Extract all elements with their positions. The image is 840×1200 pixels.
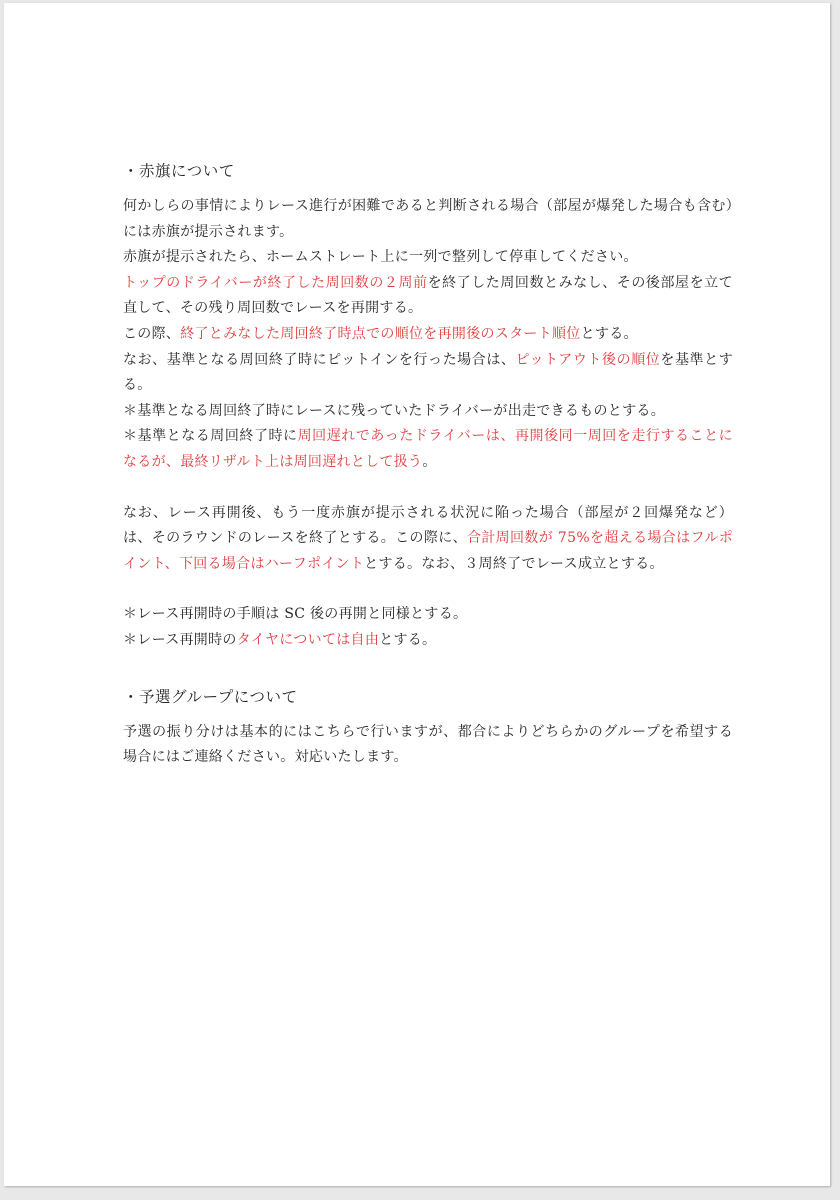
body-paragraph <box>123 245 733 271</box>
body-text: とする。 <box>580 325 638 342</box>
body-text: なお、レース再開後、もう一度赤旗が提示される状況に陥った場合（部屋が２回爆発など）は、そのラウンドのレースを終了とする。この際に、 <box>123 504 733 547</box>
body-text: ＊レース再開時の手順は SC 後の再開と同様とする。 <box>123 606 468 623</box>
paragraph-spacer <box>123 476 733 501</box>
body-text: 予選の振り分けは基本的にはこちらで行いますが、都合によりどちらかのグループを希望する場合にはご連絡ください。対応いたします。 <box>123 723 733 766</box>
body-paragraph <box>123 348 733 399</box>
body-paragraph <box>123 628 733 654</box>
highlighted-text: トップのドライバーが終了した周回数の２周前 <box>123 274 428 291</box>
highlighted-text: 合計周回数が 75%を超える場合はフルポイント、下回る場合はハーフポイント <box>123 530 733 572</box>
body-text: 何かしらの事情によりレース進行が困難であると判断される場合（部屋が爆発した場合も含む）には赤旗が提示されます。 <box>123 198 733 240</box>
body-text: この際、 <box>123 325 181 342</box>
body-text: 赤旗が提示されたら、ホームストレート上に一列で整列して停車してください。 <box>123 249 638 266</box>
body-paragraph <box>123 399 733 425</box>
highlighted-text: 周回遅れであったドライバーは、再開後同一周回を走行することになるが、最終リザルト上は周回遅れとして扱う <box>123 428 733 470</box>
document-content <box>123 158 733 771</box>
highlighted-text: 終了とみなした周回終了時点での順位を再開後のスタート順位 <box>180 325 581 342</box>
section-heading: ・赤旗について <box>123 162 235 180</box>
body-text: を基準とする。 <box>123 351 733 394</box>
body-text: とする。 <box>379 631 437 648</box>
body-text: とする。なお、３周終了でレース成立とする。 <box>364 555 664 572</box>
section-spacer <box>123 654 733 684</box>
highlighted-text: ピットアウト後の順位 <box>515 351 661 368</box>
body-paragraph <box>123 501 733 578</box>
body-text: なお、基準となる周回終了時にピットインを行った場合は、 <box>123 351 516 368</box>
body-paragraph <box>123 602 733 628</box>
paragraph-spacer <box>123 577 733 602</box>
body-text: ＊レース再開時の <box>123 631 237 648</box>
body-paragraph <box>123 322 733 348</box>
body-paragraph <box>123 194 733 245</box>
body-text: ＊基準となる周回終了時にレースに残っていたドライバーが出走できるものとする。 <box>123 402 665 419</box>
section-heading: ・予選グループについて <box>123 687 298 706</box>
body-text: 。 <box>422 453 437 470</box>
document-page <box>4 3 830 1186</box>
heading-spacer <box>123 184 733 194</box>
body-text: を終了した周回数とみなし、その後部屋を立て直して、その残り周回数でレースを再開する。 <box>123 274 733 317</box>
body-paragraph <box>123 424 733 475</box>
highlighted-text: タイヤについては自由 <box>236 631 380 648</box>
body-text: ＊基準となる周回終了時に <box>123 428 298 445</box>
heading-spacer <box>123 710 733 720</box>
body-paragraph <box>123 720 733 771</box>
body-paragraph <box>123 271 733 322</box>
